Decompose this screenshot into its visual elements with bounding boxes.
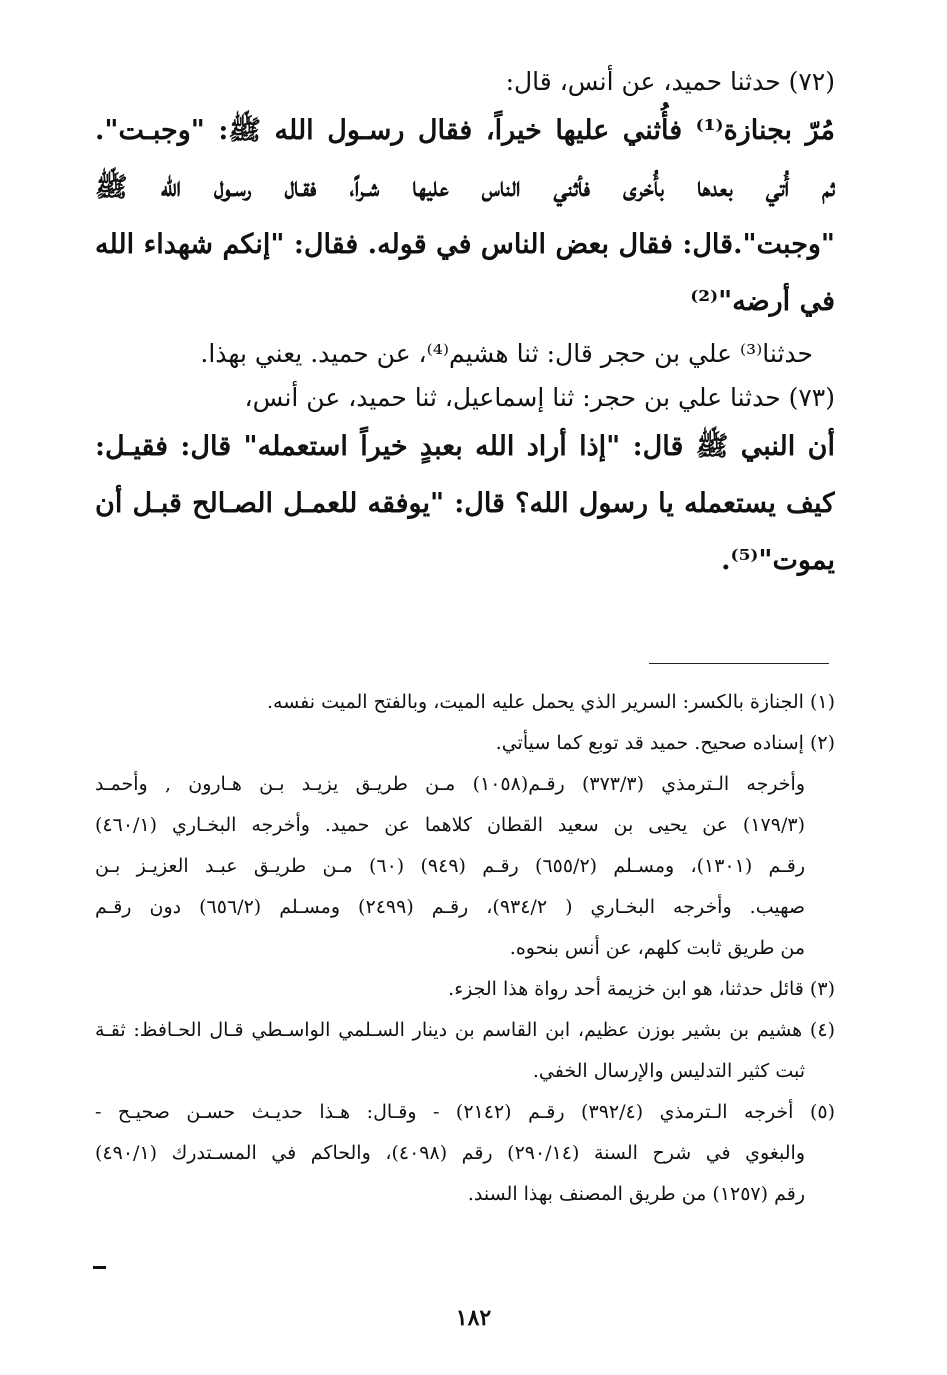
page-number: ١٨٢ [455,1305,492,1331]
hadith-72-matn-line-4: في أرضه"⁽²⁾ [690,286,835,317]
footnote-2-line: من طريق ثابت كلهم، عن أنس بنحوه. [509,937,805,959]
hadith-73-matn-line-2: كيف يستعمله يا رسول الله؟ قال: "يوفقه للعمـل الصـالح قبـل أن [95,488,835,519]
footnotes [95,682,835,1215]
footnote-5: (٥) أخرجه الـترمذي (٣٩٢/٤) رقـم (٢١٤٢) - وقـال: هـذا حديـث حسـن صحيـح - [95,1101,835,1123]
footnote-2: (٢) إسناده صحيح. حميد قد توبع كما سيأتي. [495,732,835,754]
hadith-72-matn-line-3: "وجبت".قال: فقال بعض الناس في قوله. فقال: "إنكم شهداء الله [95,229,835,260]
hadith-73-matn-line-3: يموت"⁽⁵⁾. [721,545,835,576]
footnote-1: (١) الجنازة بالكسر: السرير الذي يحمل عليه الميت، وبالفتح الميت نفسه. [266,691,835,713]
end-marker [93,1266,106,1269]
hadith-73-header: (٧٣) حدثنا علي بن حجر: ثنا إسماعيل، ثنا حميد، عن أنس، [244,383,835,412]
hadith-72-matn-line-2: ثم أُتي بعدها بأُخرى فأثني الناس عليها شـراً، فقـال رسـول الله ﷺ [95,172,835,203]
footnote-2-line: وأخرجه الـترمذي (٣٧٣/٣) رقـم(١٠٥٨) مـن طريـق يزيـد بـن هـارون , وأحمـد [95,773,805,795]
footnote-separator [649,663,829,664]
footnote-2-line: (١٧٩/٣) عن يحيى بن سعيد القطان كلاهما عن حميد. وأخرجه البخـاري (٤٦٠/١) [95,814,805,836]
hadith-72-header: (٧٢) حدثنا حميد، عن أنس، قال: [505,67,835,96]
footnote-2-line: رقـم (١٣٠١)، ومسـلم (٦٥٥/٢) رقـم (٩٤٩) (٦٠) مـن طريـق عبـد العزيـز بـن [95,855,806,877]
footnote-5-line: والبغوي في شرح السنة (٢٩٠/١٤) رقم (٤٠٩٨)، والحاكم في المسـتدرك (٤٩٠/١) [95,1142,805,1164]
hadith-73-matn-line-1: أن النبي ﷺ قال: "إذا أراد الله بعبدٍ خيراً استعمله" قال: فقيـل: [95,431,835,462]
footnote-2-line: صهيب. وأخرجه البخـاري ( ٩٣٤/٢)، رقـم (٢٤٩٩) ومسـلم (٦٥٦/٢) دون رقـم [95,896,805,918]
hadith-72-matn-line-1: مُرّ بجنازة⁽¹⁾ فأُثني عليها خيراً، فقال رسـول الله ﷺ: "وجبـت". [95,115,835,146]
footnote-4-line: ثبت كثير التدليس والإرسال الخفي. [532,1060,805,1082]
hadith-72-sanad: حدثنا⁽³⁾ علي بن حجر قال: ثنا هشيم⁽⁴⁾، عن حميد. يعني بهذا. [200,339,813,368]
footnote-4: (٤) هشيم بن بشير بوزن عظيم، ابن القاسم بن دينار السـلمي الواسـطي قـال الحـافظ: ثقـة [95,1019,835,1041]
main-text [95,62,835,589]
footnote-3: (٣) قائل حدثنا، هو ابن خزيمة أحد رواة هذا الجزء. [448,978,835,1000]
footnote-5-line: رقم (١٢٥٧) من طريق المصنف بهذا السند. [467,1183,805,1205]
